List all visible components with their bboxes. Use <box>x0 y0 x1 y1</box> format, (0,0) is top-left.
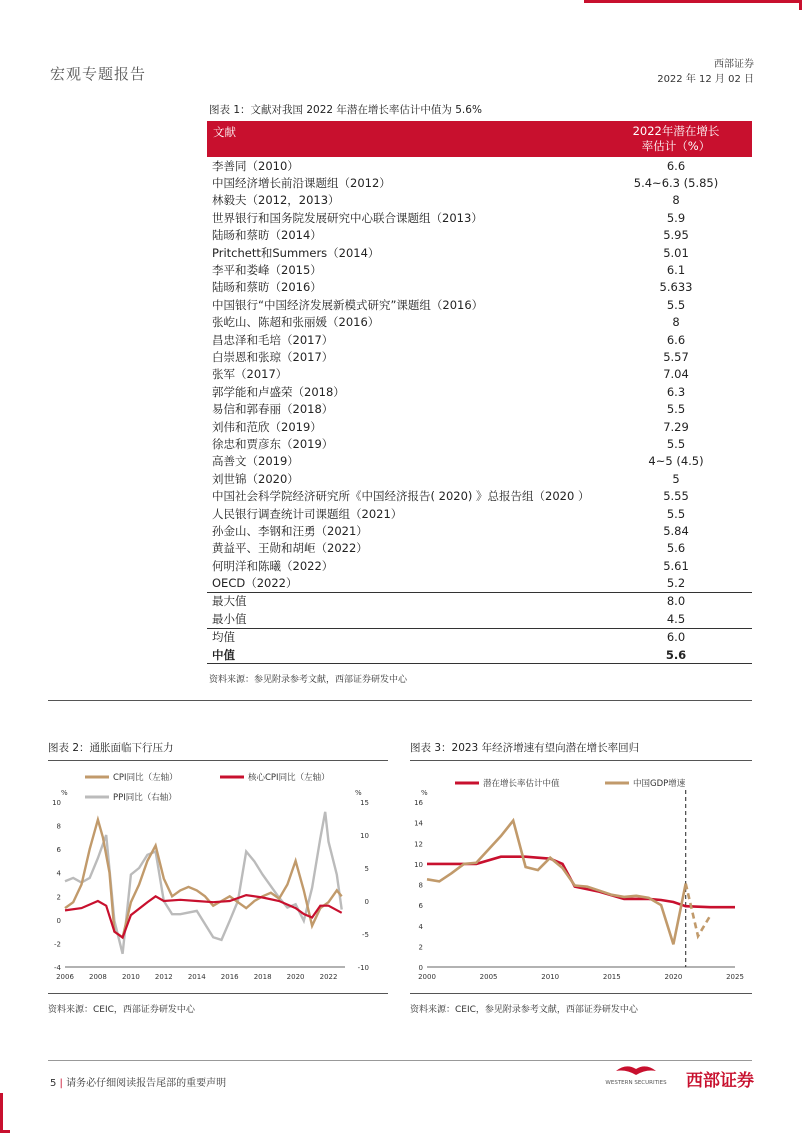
table-row <box>207 574 752 592</box>
section-divider <box>48 700 752 701</box>
summary-row <box>207 628 752 646</box>
table-row <box>207 540 752 557</box>
table-row <box>207 348 752 365</box>
footer-rule <box>48 1060 752 1061</box>
x-tick: 2012 <box>154 973 173 981</box>
row-value: 7.04 <box>663 367 689 382</box>
row-value: 5.6 <box>666 541 686 556</box>
row-label: 张屹山、陈超和张丽媛（2016） <box>212 315 380 330</box>
y-tick-left: -2 <box>54 940 61 949</box>
series-line <box>65 895 342 937</box>
row-label: 刘世锦（2020） <box>212 471 299 486</box>
summary-row <box>207 646 752 664</box>
row-label: 白崇恩和张琼（2017） <box>212 349 334 364</box>
row-value: 5.5 <box>666 402 686 417</box>
table-row <box>207 418 752 435</box>
table-row <box>207 244 752 261</box>
x-tick: 2020 <box>286 973 305 981</box>
figure1-source: 资料来源：参见附录参考文献，西部证券研发中心 <box>209 675 408 685</box>
row-value: 6.1 <box>666 263 686 278</box>
figure3-bottom-rule <box>410 993 752 994</box>
table-row <box>207 366 752 383</box>
right-axis-unit: % <box>355 789 362 797</box>
figure2-bottom-rule <box>48 993 388 994</box>
figure2-top-rule <box>48 760 388 761</box>
left-axis-unit: % <box>61 789 68 797</box>
row-value: 5.2 <box>666 576 686 591</box>
summary-row <box>207 610 752 628</box>
table-row <box>207 557 752 574</box>
row-value: 5.61 <box>663 558 689 573</box>
row-value: 4.5 <box>666 611 686 626</box>
y-tick: 8 <box>418 881 423 890</box>
row-value: 4~5 (4.5) <box>648 454 704 469</box>
y-tick: 6 <box>418 902 423 911</box>
table-row <box>207 227 752 244</box>
y-tick-left: 10 <box>52 799 61 807</box>
figure2-source: 资料来源：CEIC，西部证券研发中心 <box>48 1005 195 1015</box>
row-value: 5.5 <box>666 506 686 521</box>
series-line <box>65 812 342 954</box>
x-tick: 2008 <box>89 973 107 981</box>
row-value: 8.0 <box>600 592 752 610</box>
row-label: 何明洋和陈曦（2022） <box>212 558 334 573</box>
legend-label: 潜在增长率估计中值 <box>483 779 560 789</box>
table-header <box>207 121 752 157</box>
y-tick: 10 <box>414 860 423 869</box>
table-row <box>207 453 752 470</box>
x-tick: 2010 <box>541 973 560 981</box>
series-line <box>427 821 686 945</box>
table-row <box>207 174 752 191</box>
row-label: 林毅夫（2012，2013） <box>212 193 340 208</box>
row-value: 6.6 <box>666 332 686 347</box>
x-tick: 2016 <box>220 973 239 981</box>
row-label: 最大值 <box>207 592 600 610</box>
row-value: 5.633 <box>659 280 693 295</box>
row-label: 李善同（2010） <box>212 158 299 173</box>
footer-notice: 5 | 请务必仔细阅读报告尾部的重要声明 <box>50 1078 227 1089</box>
row-label: 徐忠和贾彦东（2019） <box>212 436 334 451</box>
page-number: 5 <box>50 1078 57 1089</box>
col-estimate-line1: 2022年潜在增长 <box>632 124 720 138</box>
table-row <box>207 296 752 313</box>
legend-label: 核心CPI同比（左轴） <box>248 773 330 783</box>
report-type: 宏观专题报告 <box>50 65 147 83</box>
row-label: 昌忠泽和毛培（2017） <box>212 332 334 347</box>
x-tick: 2014 <box>187 973 206 981</box>
col-literature: 文献 <box>207 121 600 157</box>
logo-en-text: WESTERN SECURITIES <box>605 1080 667 1086</box>
y-tick-right: 5 <box>364 865 369 873</box>
forecast-line <box>686 884 711 937</box>
row-label: 陆旸和蔡昉（2016） <box>212 280 322 295</box>
x-tick: 2006 <box>56 973 74 981</box>
row-value: 5.4~6.3 (5.85) <box>633 176 719 191</box>
row-label: 易信和郭春丽（2018） <box>212 402 334 417</box>
row-label: Pritchett和Summers（2014） <box>212 245 380 260</box>
y-tick: 16 <box>414 799 423 807</box>
figure3-top-rule <box>410 760 752 761</box>
row-label: 均值 <box>207 628 600 646</box>
row-value: 6.3 <box>666 384 686 399</box>
table-row <box>207 279 752 296</box>
legend-label: 中国GDP增速 <box>633 779 686 789</box>
y-tick-left: 6 <box>56 846 61 855</box>
row-value: 5.95 <box>663 228 689 243</box>
y-tick-left: 2 <box>56 893 61 902</box>
table-row <box>207 192 752 209</box>
table-row <box>207 383 752 400</box>
row-value: 5.84 <box>663 523 689 538</box>
y-tick-left: -4 <box>54 964 61 972</box>
x-tick: 2018 <box>253 973 272 981</box>
y-tick: 14 <box>414 819 423 828</box>
row-label: 最小值 <box>212 611 247 626</box>
row-value: 5.5 <box>666 436 686 451</box>
summary-row <box>207 592 752 610</box>
y-tick-right: 10 <box>360 832 369 840</box>
row-value: 7.29 <box>663 419 689 434</box>
x-tick: 2000 <box>418 973 436 981</box>
table-row <box>207 487 752 504</box>
col-estimate <box>600 121 752 157</box>
table-row <box>207 522 752 539</box>
row-label: 高善文（2019） <box>212 454 299 469</box>
row-label: 中国社会科学院经济研究所《中国经济报告( 2020) 》总报告组（2020 ） <box>212 489 590 504</box>
y-tick: 0 <box>418 964 423 972</box>
row-label: 世界银行和国务院发展研究中心联合课题组（2013） <box>212 210 483 225</box>
row-label: 张军（2017） <box>212 367 288 382</box>
y-tick: 4 <box>418 922 423 931</box>
x-tick: 2005 <box>479 973 498 981</box>
y-tick: 12 <box>414 840 423 849</box>
row-value: 6.6 <box>666 158 686 173</box>
growth-chart <box>405 762 755 992</box>
table-row <box>207 400 752 417</box>
y-tick-right: 15 <box>360 799 369 807</box>
row-label: 中国银行“中国经济发展新模式研究”课题组（2016） <box>212 297 484 312</box>
inflation-chart <box>45 762 390 992</box>
figure2-title: 图表 2：通胀面临下行压力 <box>48 742 174 754</box>
x-tick: 2020 <box>664 973 683 981</box>
row-value: 5.57 <box>663 349 689 364</box>
row-label: 郭学能和卢盛荣（2018） <box>212 384 345 399</box>
row-label: 刘伟和范欣（2019） <box>212 419 322 434</box>
row-label: OECD（2022） <box>212 576 298 591</box>
table-row <box>207 505 752 522</box>
y-tick-right: -10 <box>357 964 369 972</box>
header-accent <box>584 0 802 10</box>
y-tick-left: 8 <box>56 822 61 831</box>
x-tick: 2010 <box>121 973 140 981</box>
row-value: 5.55 <box>663 489 689 504</box>
row-value: 5.01 <box>663 245 689 260</box>
row-value: 5 <box>672 471 680 486</box>
row-value: 8 <box>672 193 680 208</box>
table-row <box>207 331 752 348</box>
row-label: 黄益平、王勋和胡岠（2022） <box>212 541 368 556</box>
logo-text: 西部证券 <box>686 1071 754 1091</box>
table-row <box>207 261 752 278</box>
row-value: 5.5 <box>666 297 686 312</box>
y-tick-right: -5 <box>362 931 369 939</box>
x-tick: 2025 <box>726 973 744 981</box>
row-label: 人民银行调查统计司课题组（2021） <box>212 506 403 521</box>
y-tick-right: 0 <box>364 898 369 906</box>
y-tick: 2 <box>418 943 423 952</box>
table-row <box>207 314 752 331</box>
row-label: 中值 <box>207 646 600 664</box>
x-tick: 2022 <box>319 973 338 981</box>
row-value: 5.9 <box>666 210 686 225</box>
y-tick-left: 0 <box>56 916 61 925</box>
notice-text: 请务必仔细阅读报告尾部的重要声明 <box>66 1078 227 1089</box>
row-value: 5.6 <box>600 646 752 664</box>
row-label: 李平和娄峰（2015） <box>212 263 322 278</box>
col-estimate-line2: 率估计（%） <box>641 139 711 153</box>
figure3-title: 图表 3：2023 年经济增速有望向潜在增长率回归 <box>410 742 640 754</box>
literature-table <box>207 121 752 664</box>
y-axis-unit: % <box>421 789 428 797</box>
row-value: 6.0 <box>600 628 752 646</box>
y-tick-left: 4 <box>56 869 61 878</box>
table-row <box>207 470 752 487</box>
figure3-source: 资料来源：CEIC，参见附录参考文献，西部证券研发中心 <box>410 1005 638 1015</box>
row-label: 中国经济增长前沿课题组（2012） <box>212 176 391 191</box>
report-date: 2022 年 12 月 02 日 <box>657 74 754 85</box>
row-label: 孙金山、李钢和汪勇（2021） <box>212 523 368 538</box>
row-value: 8 <box>672 315 680 330</box>
x-tick: 2015 <box>602 973 621 981</box>
row-label: 陆旸和蔡昉（2014） <box>212 228 322 243</box>
table-row <box>207 435 752 452</box>
table-row <box>207 157 752 174</box>
legend-label: PPI同比（右轴） <box>113 793 177 803</box>
logo-mark-icon <box>605 1063 667 1089</box>
footer-accent <box>0 1093 10 1133</box>
table-row <box>207 209 752 226</box>
brand-name: 西部证券 <box>714 59 754 70</box>
figure1-title: 图表 1：文献对我国 2022 年潜在增长率估计中值为 5.6% <box>209 104 482 116</box>
legend-label: CPI同比（左轴） <box>113 773 178 783</box>
